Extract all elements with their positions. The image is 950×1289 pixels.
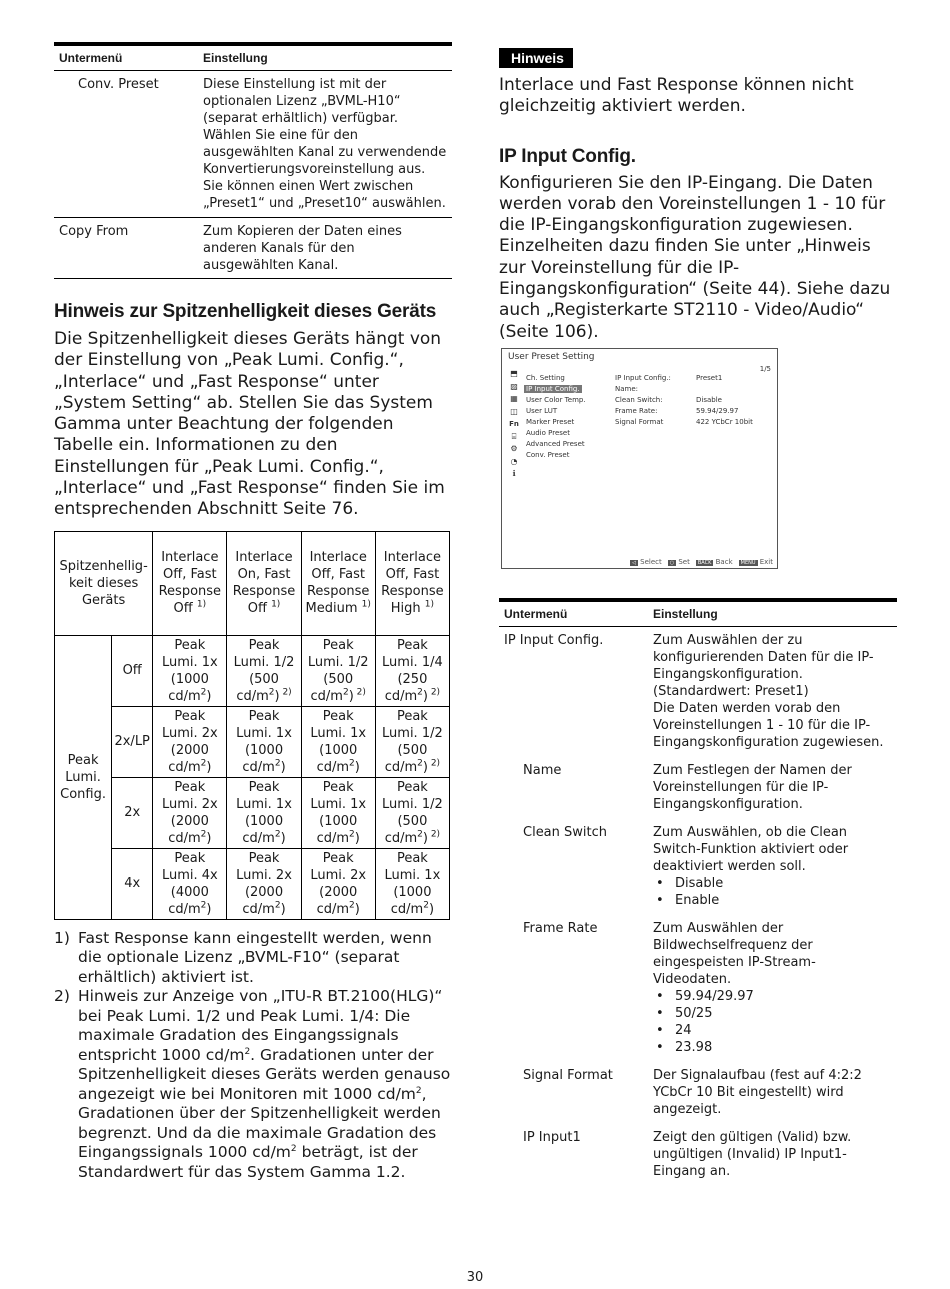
peak-table-row bbox=[55, 848, 450, 919]
peak-cell: Peak Lumi. 1/2 (500 $cd/m^2$) $^{2)}$ bbox=[375, 777, 449, 848]
hint-badge: Hinweis bbox=[499, 48, 573, 68]
peak-cell: Peak Lumi. 4x (4000 $cd/m^2$) bbox=[153, 848, 227, 919]
screen-key: Signal Format bbox=[615, 418, 664, 426]
screen-menu-item[interactable]: User Color Temp. bbox=[526, 396, 586, 404]
screen-menu-item[interactable]: Advanced Preset bbox=[526, 440, 585, 448]
ip-row-name: Frame Rate bbox=[523, 921, 598, 936]
screen-key: Name: bbox=[615, 385, 639, 393]
peak-col-header: Interlace Off, Fast Response Off $^{1)}$ bbox=[153, 531, 227, 635]
peak-row-group-label: Peak Lumi. Config. bbox=[55, 635, 112, 919]
ip-table-row bbox=[499, 1124, 897, 1186]
hint-text: Interlace und Fast Response können nicht gleichzeitig aktiviert werden. bbox=[499, 75, 854, 117]
footnotes bbox=[54, 929, 452, 1183]
option-item: • Enable bbox=[675, 892, 892, 909]
peak-cell: Peak Lumi. 2x (2000 $cd/m^2$) bbox=[301, 848, 375, 919]
screen-menu-item[interactable]: Ch. Setting bbox=[526, 374, 565, 382]
ip-row-name: IP Input Config. bbox=[504, 633, 604, 648]
option-item: • 50/25 bbox=[675, 1005, 892, 1022]
input-icon: ⬒ bbox=[510, 369, 518, 378]
ip-table-row bbox=[499, 915, 897, 1062]
ip-row-options bbox=[653, 875, 892, 909]
footnote-2: 2) Hinweis zur Anzeige von „ITU-R BT.2100(HLG)“ bei Peak Lumi. 1/2 und Peak Lumi. 1/4: Die maximale Gradation des Eingangssignals entspricht 1000 $cd/m^2$. Gradationen unter der Spitzenhelligkeit dieses Geräts werden genauso angezeigt wie bei Monitoren mit 1000 $cd/m^2$, Gradationen über der Spitzenhelligkeit werden begrenzt. Und da die maximale Gradation des Eingangssignals 1000 $cd/m^2$ beträgt, ist der Standardwert für das System Gamma 1.2. bbox=[54, 987, 451, 1181]
submenu-table-top bbox=[54, 42, 452, 279]
peak-cell: Peak Lumi. 1x (1000 $cd/m^2$) bbox=[301, 706, 375, 777]
row-desc-conv-preset: Diese Einstellung ist mit der optionalen Lizenz „BVML-H10“ (separat erhältlich) verfügbar. Wählen Sie eine für den ausgewählten Kanal zu verwendende Konvertierungsvoreinstellung aus. Sie können einen Wert zwischen „Preset1“ und „Preset10“ auswählen. bbox=[203, 77, 447, 211]
ip-row-options bbox=[653, 988, 892, 1056]
option-item: • 24 bbox=[675, 1022, 892, 1039]
screen-footer-key: ◁ bbox=[632, 560, 636, 566]
ip-row-name: IP Input1 bbox=[523, 1130, 581, 1145]
clock-icon: ◔ bbox=[510, 456, 518, 466]
option-item: • 23.98 bbox=[675, 1039, 892, 1056]
col-header-submenu: Untermenü bbox=[499, 600, 648, 627]
screen-title: User Preset Setting bbox=[508, 352, 595, 362]
ip-row-desc: Zum Auswählen, ob die Clean Switch-Funktion aktiviert oder deaktiviert werden soll. • Disable • Enable bbox=[648, 819, 897, 915]
marker-icon: ◫ bbox=[510, 406, 518, 416]
ip-table-row bbox=[499, 819, 897, 915]
screen-value bbox=[696, 384, 753, 395]
peak-cell: Peak Lumi. 1/2 (500 $cd/m^2$) $^{2)}$ bbox=[227, 635, 301, 706]
ip-row-name: Name bbox=[523, 763, 562, 778]
row-desc-copy-from: Zum Kopieren der Daten eines anderen Kanals für den ausgewählten Kanal. bbox=[198, 218, 452, 279]
ip-input-heading: IP Input Config. bbox=[499, 145, 636, 167]
screen-key: Frame Rate: bbox=[615, 407, 658, 415]
info-icon: ℹ bbox=[512, 469, 516, 478]
screen-footer-label: Exit bbox=[757, 558, 773, 566]
screen-icon-bar bbox=[507, 368, 521, 481]
peak-cell: Peak Lumi. 1x (1000 $cd/m^2$) bbox=[375, 848, 449, 919]
peak-col-header: Interlace Off, Fast Response High $^{1)}$ bbox=[375, 531, 449, 635]
screen-value: 59.94/29.97 bbox=[696, 407, 739, 415]
col-header-setting: Einstellung bbox=[648, 600, 897, 627]
peak-cell: Peak Lumi. 1/2 (500 $cd/m^2$) $^{2)}$ bbox=[301, 635, 375, 706]
peak-table-row bbox=[55, 777, 450, 848]
screen-value: Preset1 bbox=[696, 374, 723, 382]
screen-value: Disable bbox=[696, 396, 722, 404]
ip-table-row bbox=[499, 757, 897, 819]
col-header-setting: Einstellung bbox=[198, 44, 452, 71]
screen-menu-item[interactable]: User LUT bbox=[526, 407, 558, 415]
peak-col-header: Interlace Off, Fast Response Medium $^{1)}$ bbox=[301, 531, 375, 635]
peak-cell: Peak Lumi. 1x (1000 $cd/m^2$) bbox=[301, 777, 375, 848]
screen-key: Clean Switch: bbox=[615, 396, 663, 404]
right-column bbox=[499, 0, 897, 343]
peak-row-label: 2x bbox=[112, 777, 153, 848]
function-icon: Fn bbox=[509, 420, 519, 428]
footnote-1: 1) Fast Response kann eingestellt werden, wenn die optionale Lizenz „BVML-F10“ (separat erhältlich) aktiviert ist. bbox=[54, 928, 432, 986]
ip-input-table bbox=[499, 598, 897, 1186]
peak-cell: Peak Lumi. 1x (1000 $cd/m^2$) bbox=[153, 635, 227, 706]
peak-lumi-table bbox=[54, 531, 450, 920]
peak-row-label: 4x bbox=[112, 848, 153, 919]
peak-col-header: Interlace On, Fast Response Off $^{1)}$ bbox=[227, 531, 301, 635]
display-icon: ▦ bbox=[510, 394, 518, 403]
col-header-submenu: Untermenü bbox=[54, 44, 198, 71]
peak-body: Die Spitzenhelligkeit dieses Geräts hängt von der Einstellung von „Peak Lumi. Config.“, „Interlace“ und „Fast Response“ unter „System Setting“ ab. Stellen Sie das System Gamma unter Beachtung der folgenden Tabelle ein. Informationen zu den Einstellungen für „Peak Lumi. Config.“, „Interlace“ und „Fast Response“ finden Sie im entsprechenden Abschnitt Seite 76. bbox=[54, 329, 445, 520]
peak-cell: Peak Lumi. 1x (1000 $cd/m^2$) bbox=[227, 706, 301, 777]
screen-footer-label: Select bbox=[637, 558, 662, 566]
menu-screenshot bbox=[501, 348, 778, 569]
screen-menu-item[interactable]: Conv. Preset bbox=[526, 451, 570, 459]
screen-value: 422 YCbCr 10bit bbox=[696, 418, 753, 426]
screen-footer-key: ○ bbox=[669, 560, 675, 566]
screen-footer-key: BACK bbox=[697, 560, 712, 566]
screen-footer-label: Back bbox=[713, 558, 733, 566]
ip-row-name: Signal Format bbox=[523, 1068, 613, 1083]
ip-table-row bbox=[499, 1062, 897, 1124]
row-name-conv-preset: Conv. Preset bbox=[78, 77, 159, 92]
ip-row-name: Clean Switch bbox=[523, 825, 608, 840]
peak-row-label: 2x/LP bbox=[112, 706, 153, 777]
system-icon: ⌸ bbox=[511, 431, 517, 441]
peak-cell: Peak Lumi. 1/4 (250 $cd/m^2$) $^{2)}$ bbox=[375, 635, 449, 706]
screen-keys bbox=[615, 373, 671, 428]
option-item: • Disable bbox=[675, 875, 892, 892]
left-column bbox=[54, 0, 452, 1182]
hint-box bbox=[499, 48, 897, 118]
screen-menu-item[interactable]: IP Input Config. bbox=[526, 385, 580, 393]
peak-cell: Peak Lumi. 2x (2000 $cd/m^2$) bbox=[227, 848, 301, 919]
peak-table-row bbox=[55, 635, 450, 706]
ip-row-desc: Zum Auswählen der zu konfigurierenden Daten für die IP-Eingangskonfiguration. (Standardwert: Preset1) Die Daten werden vorab den Voreinstellungen 1 - 10 für die IP-Eingangskonfiguration zugewiesen. bbox=[653, 633, 884, 750]
peak-table-corner: Spitzenhelligkeit dieses Geräts bbox=[55, 531, 153, 635]
screen-key: IP Input Config.: bbox=[615, 374, 671, 382]
row-name-copy-from: Copy From bbox=[54, 218, 198, 279]
peak-row-label: Off bbox=[112, 635, 153, 706]
peak-table-row bbox=[55, 706, 450, 777]
ip-table-wrap bbox=[499, 598, 897, 1186]
ip-row-desc: Zum Festlegen der Namen der Voreinstellungen für die IP-Eingangskonfiguration. bbox=[653, 763, 852, 812]
screen-menu-item[interactable]: Audio Preset bbox=[526, 429, 570, 437]
peak-cell: Peak Lumi. 2x (2000 $cd/m^2$) bbox=[153, 706, 227, 777]
peak-cell: Peak Lumi. 2x (2000 $cd/m^2$) bbox=[153, 777, 227, 848]
ip-row-desc: Zeigt den gültigen (Valid) bzw. ungültigen (Invalid) IP Input1-Eingang an. bbox=[653, 1130, 852, 1179]
screen-menu bbox=[526, 373, 586, 461]
peak-cell: Peak Lumi. 1x (1000 $cd/m^2$) bbox=[227, 777, 301, 848]
peak-heading: Hinweis zur Spitzenhelligkeit dieses Geräts bbox=[54, 301, 437, 322]
ip-table-row bbox=[499, 627, 897, 758]
screen-menu-item[interactable]: Marker Preset bbox=[526, 418, 575, 426]
page-number: 30 bbox=[466, 1270, 484, 1285]
screen-footer-key: MENU bbox=[740, 560, 756, 566]
ip-row-desc: Zum Auswählen der Bildwechselfrequenz der eingespeisten IP-Stream-Videodaten. • 59.94/29.97 • 50/25 • 24 • 23.98 bbox=[648, 915, 897, 1062]
screen-values bbox=[696, 373, 753, 428]
screen-footer bbox=[624, 558, 773, 566]
picture-icon: ▨ bbox=[510, 381, 518, 391]
screen-page-indicator: 1/5 bbox=[759, 365, 771, 373]
ip-row-desc: Der Signalaufbau (fest auf 4:2:2 YCbCr 10 Bit eingestellt) wird angezeigt. bbox=[653, 1068, 862, 1117]
screen-footer-label: Set bbox=[676, 558, 690, 566]
option-item: • 59.94/29.97 bbox=[675, 988, 892, 1005]
ip-input-body: Konfigurieren Sie den IP-Eingang. Die Daten werden vorab den Voreinstellungen 1 - 10 für die IP-Eingangskonfiguration zugewiesen. Einzelheiten dazu finden Sie unter „Hinweis zur Voreinstellung für die IP-Eingangskonfiguration“ (Seite 44). Siehe dazu auch „Registerkarte ST2110 - Video/Audio“ (Seite 106). bbox=[499, 172, 891, 342]
peak-cell: Peak Lumi. 1/2 (500 $cd/m^2$) $^{2)}$ bbox=[375, 706, 449, 777]
settings-icon: ⚙ bbox=[510, 444, 518, 453]
